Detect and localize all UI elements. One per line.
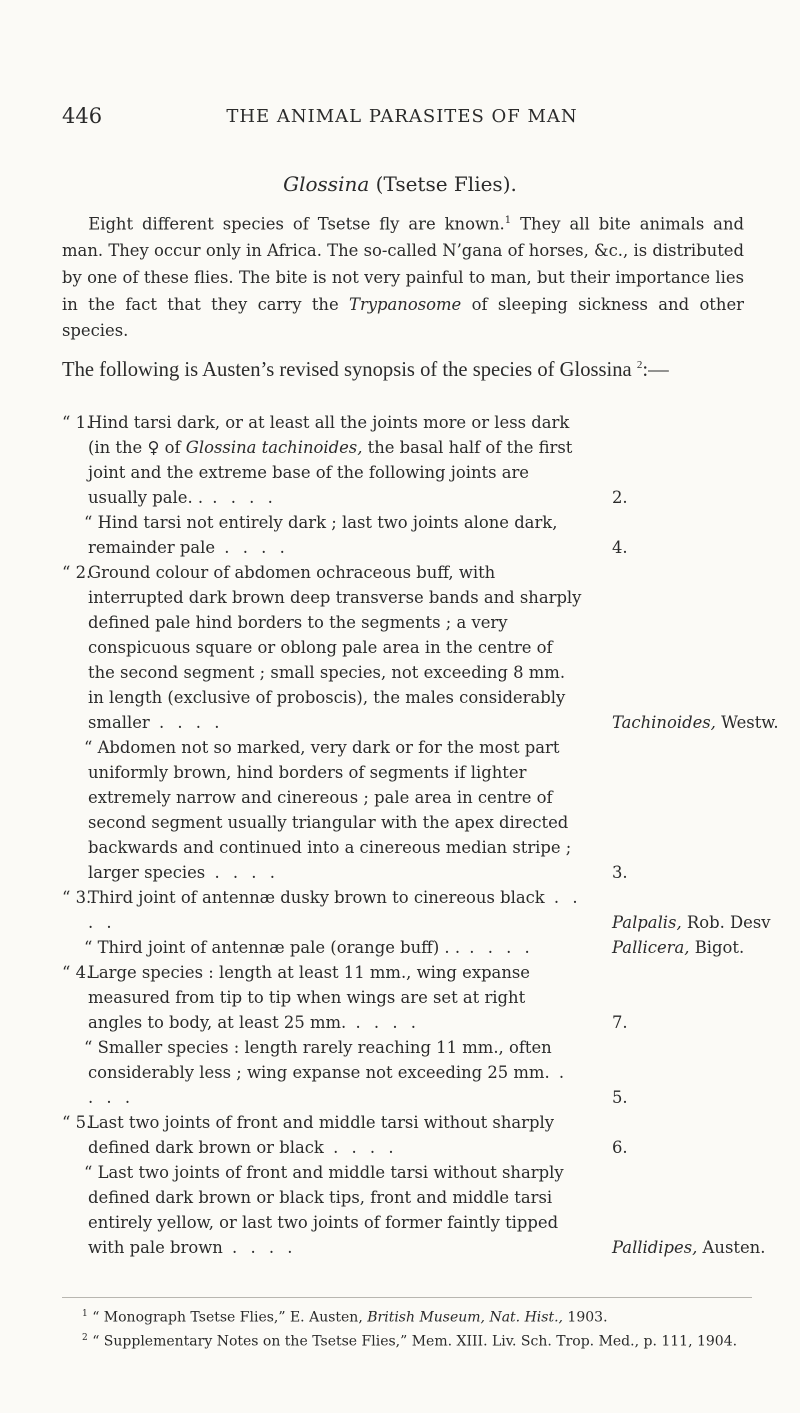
entry-target[interactable] (612, 535, 628, 560)
section-title-rest: (Tsetse Flies). (375, 172, 517, 196)
leader-dots: . . . . (88, 888, 582, 932)
entry-number: “ 3. (62, 888, 92, 907)
synopsis-entry (62, 510, 762, 560)
entry-target[interactable] (612, 1235, 765, 1260)
footnote-2-mark: 2 (82, 1332, 88, 1343)
page-number: 446 (62, 104, 103, 128)
entry-number: “ 4. (62, 963, 92, 982)
target-ref: 2. (612, 488, 628, 507)
entry-body (62, 1160, 582, 1260)
intro-text-3: of sleeping sickness and other species. (62, 294, 744, 341)
entry-text: Hind tarsi dark, or at least all the joints more or less dark (in the ♀ of (88, 413, 570, 457)
entry-body (62, 410, 582, 510)
entry-text: Last two joints of front and middle tarsi without sharply defined dark brown or black (88, 1113, 554, 1157)
leader-dots: . . . . (323, 1138, 398, 1157)
footnote-2 (62, 1328, 752, 1352)
leader-dots: . . . . (215, 538, 289, 557)
leader-dots: . . . . (205, 863, 279, 882)
entry-target[interactable] (612, 935, 744, 960)
leader-dots: . . . . (346, 1013, 420, 1032)
entry-body (62, 1035, 582, 1110)
target-ref: Rob. Desv (681, 913, 771, 932)
target-ref: 4. (612, 538, 628, 557)
entry-text: “ Smaller species : length rarely reaching 11 mm., often considerably less ; wing expanse not exceeding 25 mm. (84, 1038, 552, 1082)
footnote-1 (62, 1304, 752, 1328)
entry-body (62, 510, 582, 560)
entry-target[interactable] (612, 1010, 628, 1035)
entry-text: “ Abdomen not so marked, very dark or for the most part uniformly brown, hind borders of segments if lighter extremely narrow and cinereous ; pale area in centre of second segment usually triangular with the apex directed backwards and continued into a cinereous median stripe ; larger species (84, 738, 572, 882)
footnote-2-text: “ Supplementary Notes on the Tsetse Flies,” Mem. XIII. Liv. Sch. Trop. Med., p. 111, 1904. (92, 1333, 738, 1350)
entry-body (62, 735, 582, 885)
target-ref: 5. (612, 1088, 628, 1107)
entry-target[interactable] (612, 710, 779, 735)
synopsis-entry (62, 1035, 762, 1110)
target-ref: 6. (612, 1138, 628, 1157)
synopsis-entry (62, 885, 771, 935)
footnotes (62, 1304, 752, 1351)
synopsis-heading-text: The following is Austen’s revised synopsis of the species of Glossina (62, 358, 632, 381)
section-title-genus: Glossina (283, 172, 370, 196)
synopsis-entry (62, 735, 762, 885)
running-title: THE ANIMAL PARASITES OF MAN (226, 106, 578, 127)
synopsis-entry (62, 410, 762, 510)
entry-text: “ Last two joints of front and middle tarsi without sharply defined dark brown or black tips, front and middle tarsi entirely yellow, or last two joints of former faintly tipped with pale brown (84, 1163, 564, 1257)
entry-text-continued: the basal half of the first joint and the extreme base of the following joints are usually pale. . (88, 438, 573, 507)
entry-number: “ 2. (62, 563, 92, 582)
leader-dots: . . . . (460, 938, 534, 957)
intro-italic-term: Trypanosome (349, 294, 462, 314)
entry-text: “ Third joint of antennæ pale (orange buff) . . (84, 938, 461, 957)
entry-target[interactable] (612, 1135, 628, 1160)
footnote-1-italic: British Museum, Nat. Hist., (367, 1309, 563, 1326)
entry-text: Large species : length at least 11 mm., wing expanse measured from tip to tip when wings are set at right angles to body, at least 25 mm. (88, 963, 530, 1032)
entry-body (62, 1110, 582, 1160)
entry-body (62, 885, 582, 935)
entry-italic: Glossina tachinoides, (185, 438, 363, 457)
footnote-ref-1[interactable]: 1 (504, 215, 512, 226)
intro-text-2: They all bite animals and man. They occur only in Africa. The so-called N’gana of horses, &c., is distributed by one of these flies. The bite is not very painful to man, but their importance lies in the fact that they carry the (62, 214, 745, 314)
target-ref: Westw. (715, 713, 779, 732)
entry-body (62, 560, 582, 735)
synopsis-entry (62, 560, 779, 735)
synopsis-heading (62, 352, 752, 384)
species-name: Tachinoides, (612, 713, 716, 732)
species-name: Pallidipes, (612, 1238, 698, 1257)
species-name: Pallicera, (612, 938, 690, 957)
synopsis-entry (62, 935, 762, 960)
entry-body (62, 935, 582, 960)
leader-dots: . . . . (88, 1063, 569, 1107)
synopsis-key (62, 410, 779, 1260)
target-ref: 3. (612, 863, 628, 882)
species-name: Palpalis, (612, 913, 682, 932)
entry-text: “ Hind tarsi not entirely dark ; last two joints alone dark, remainder pale (84, 513, 558, 557)
entry-number: “ 1. (62, 413, 92, 432)
footnote-divider (62, 1297, 752, 1298)
synopsis-heading-tail: :— (642, 358, 669, 381)
entry-target[interactable] (612, 910, 771, 935)
entry-text: Third joint of antennæ dusky brown to cinereous black (88, 888, 545, 907)
page-header (62, 104, 742, 134)
footnote-1-text: “ Monograph Tsetse Flies,” E. Austen, (92, 1309, 368, 1326)
entry-body (62, 960, 582, 1035)
footnote-ref-2[interactable]: 2 (636, 359, 643, 371)
footnote-1-mark: 1 (82, 1309, 88, 1319)
leader-dots: . . . . (203, 488, 277, 507)
entry-target[interactable] (612, 485, 628, 510)
target-ref: Bigot. (689, 938, 745, 957)
target-ref: Austen. (697, 1238, 766, 1257)
synopsis-entry (62, 1110, 762, 1160)
intro-text-1: Eight different species of Tsetse fly are known. (88, 214, 505, 234)
intro-paragraph (62, 208, 744, 345)
synopsis-entry (62, 1160, 766, 1260)
leader-dots: . . . . (222, 1238, 297, 1257)
entry-number: “ 5. (62, 1113, 92, 1132)
entry-target[interactable] (612, 1085, 628, 1110)
section-title (0, 172, 800, 196)
synopsis-entry (62, 960, 762, 1035)
entry-target[interactable] (612, 860, 628, 885)
leader-dots: . . . . (149, 713, 224, 732)
target-ref: 7. (612, 1013, 628, 1032)
footnote-1-year: 1903. (562, 1309, 608, 1326)
entry-text: Ground colour of abdomen ochraceous buff, with interrupted dark brown deep transverse bands and sharply defined pale hind borders to the segments ; a very conspicuous square or oblong pale area in the centre of the second segment ; small species, not exceeding 8 mm. in length (exclusive of proboscis), the males considerably smaller (88, 563, 582, 732)
